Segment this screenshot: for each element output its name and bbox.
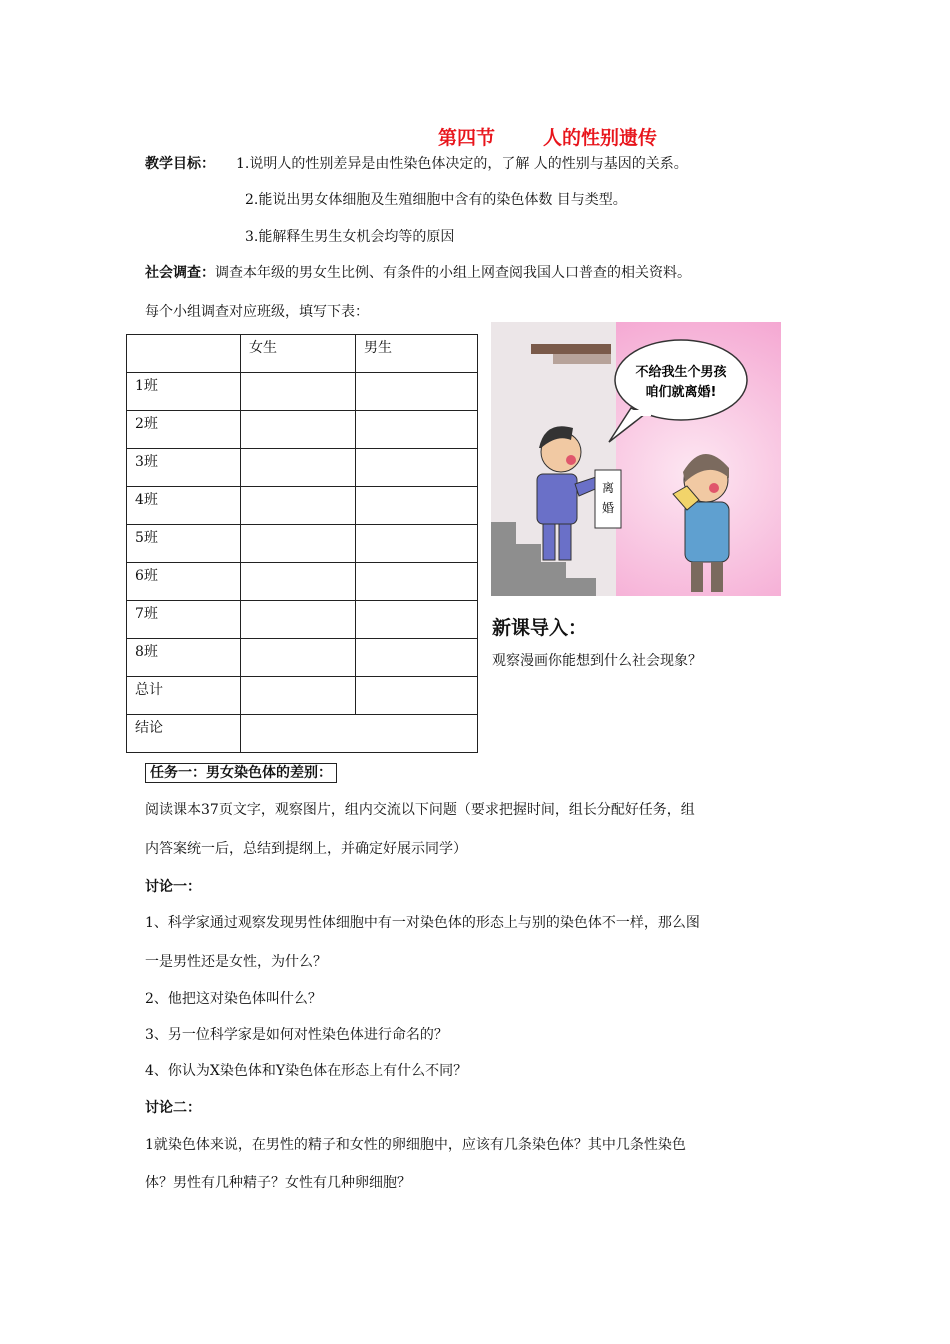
table-cell <box>241 411 356 449</box>
objective-2: 2.能说出男女体细胞及生殖细胞中含有的染色体数 目与类型。 <box>245 192 627 208</box>
table-cell <box>241 373 356 411</box>
table-row <box>127 677 478 715</box>
row-label: 5班 <box>127 525 241 563</box>
table-cell <box>356 525 478 563</box>
survey-table <box>126 334 478 753</box>
intro-heading: 新课导入： <box>492 617 588 639</box>
table-row <box>127 411 478 449</box>
row-label: 2班 <box>127 411 241 449</box>
row-label: 8班 <box>127 639 241 677</box>
survey-line <box>145 262 691 282</box>
table-cell <box>356 449 478 487</box>
table-header-cell: 女生 <box>241 335 356 373</box>
table-cell <box>241 449 356 487</box>
sign-char-2: 婚 <box>601 501 615 515</box>
sign-char-1: 离 <box>601 481 615 495</box>
table-cell <box>241 525 356 563</box>
table-cell <box>241 563 356 601</box>
objective-1: 1.说明人的性别差异是由性染色体决定的，了解 人的性别与基因的关系。 <box>236 156 688 172</box>
table-cell <box>356 487 478 525</box>
task1-instruction-1: 阅读课本37页文字，观察图片，组内交流以下问题（要求把握时间，组长分配好任务，组 <box>145 802 695 818</box>
table-cell <box>356 411 478 449</box>
survey-label: 社会调查： <box>145 265 215 281</box>
discussion1-q1-line1: 1、科学家通过观察发现男性体细胞中有一对染色体的形态上与别的染色体不一样，那么图 <box>145 915 700 931</box>
table-row <box>127 639 478 677</box>
discussion2-label: 讨论二： <box>145 1100 201 1116</box>
section-number: 第四节 <box>438 127 496 149</box>
row-label: 1班 <box>127 373 241 411</box>
table-row <box>127 563 478 601</box>
table-row <box>127 449 478 487</box>
discussion1-q2: 2、他把这对染色体叫什么？ <box>145 991 322 1007</box>
table-row-conclusion <box>127 715 478 753</box>
table-header-cell: 男生 <box>356 335 478 373</box>
row-label: 3班 <box>127 449 241 487</box>
table-row <box>127 373 478 411</box>
objective-3: 3.能解释生男生女机会均等的原因 <box>245 229 455 245</box>
table-row <box>127 525 478 563</box>
discussion1-q1-line2: 一是男性还是女性，为什么？ <box>145 954 327 970</box>
discussion1-q3: 3、另一位科学家是如何对性染色体进行命名的？ <box>145 1027 448 1043</box>
table-header-row <box>127 335 478 373</box>
row-label: 4班 <box>127 487 241 525</box>
survey-instruction: 每个小组调查对应班级，填写下表： <box>145 304 369 320</box>
speech-line-2: 咱们就离婚! <box>645 385 717 400</box>
table-cell <box>241 601 356 639</box>
page-title <box>438 123 657 150</box>
row-label: 7班 <box>127 601 241 639</box>
speech-line-1: 不给我生个男孩 <box>635 365 727 380</box>
table-row <box>127 487 478 525</box>
table-cell <box>241 677 356 715</box>
row-label: 6班 <box>127 563 241 601</box>
table-cell <box>356 563 478 601</box>
table-cell <box>356 601 478 639</box>
table-row <box>127 601 478 639</box>
table-cell <box>241 715 478 753</box>
objectives-label: 教学目标： <box>145 156 215 172</box>
table-cell <box>356 373 478 411</box>
task1-heading: 任务一：男女染色体的差别： <box>145 763 337 783</box>
discussion1-label: 讨论一： <box>145 879 201 895</box>
table-cell <box>356 639 478 677</box>
table-header-cell <box>127 335 241 373</box>
cartoon-illustration <box>491 322 781 596</box>
discussion1-q4: 4、你认为X染色体和Y染色体在形态上有什么不同？ <box>145 1063 468 1079</box>
discussion2-q1-line2: 体？男性有几种精子？女性有几种卵细胞？ <box>145 1175 411 1191</box>
task1-instruction-2: 内答案统一后，总结到提纲上，并确定好展示同学） <box>145 841 467 857</box>
table-cell <box>241 487 356 525</box>
table-cell <box>241 639 356 677</box>
row-label: 总计 <box>127 677 241 715</box>
table-cell <box>356 677 478 715</box>
discussion2-q1-line1: 1就染色体来说，在男性的精子和女性的卵细胞中，应该有几条染色体？其中几条性染色 <box>145 1137 686 1153</box>
intro-question: 观察漫画你能想到什么社会现象？ <box>492 653 702 669</box>
survey-text: 调查本年级的男女生比例、有条件的小组上网查阅我国人口普查的相关资料。 <box>215 265 691 281</box>
row-label: 结论 <box>127 715 241 753</box>
section-name: 人的性别遗传 <box>543 127 658 149</box>
